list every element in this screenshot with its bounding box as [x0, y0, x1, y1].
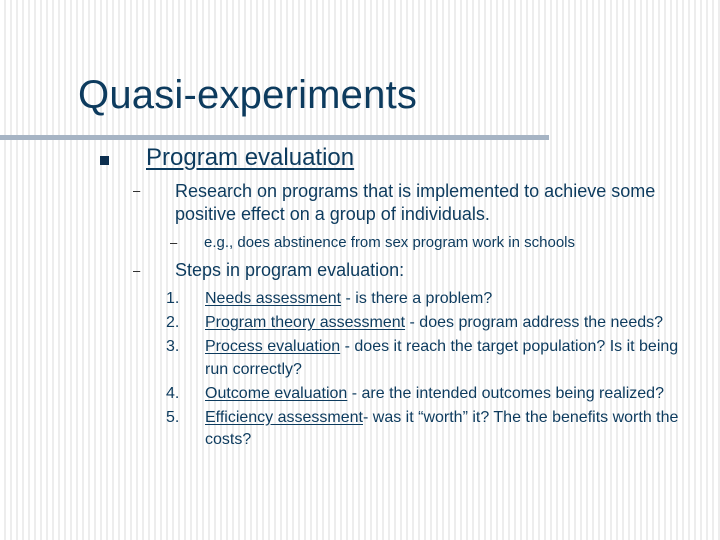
dash-bullet-icon: –	[170, 235, 178, 250]
step-description: - does program address the needs?	[405, 314, 664, 331]
step-description: - are the intended outcomes being realized?	[347, 384, 664, 402]
step-term: Needs assessment	[205, 290, 342, 307]
steps-list	[166, 288, 706, 453]
list-item	[166, 312, 706, 335]
list-item	[166, 288, 706, 311]
step-description: - was it “worth” it? The the benefits worth the costs?	[205, 408, 679, 448]
step-number: 1.	[166, 290, 180, 307]
dash-bullet-icon: –	[133, 183, 141, 198]
step-description: - is there a problem?	[341, 290, 493, 307]
step-term: Outcome evaluation	[205, 384, 348, 402]
example-text: e.g., does abstinence from sex program work in schools	[204, 234, 576, 251]
main-bullet-text: Program evaluation	[146, 144, 355, 171]
step-number: 4.	[166, 384, 180, 402]
step-number: 3.	[166, 338, 180, 355]
sub-bullet-steps-heading: Steps in program evaluation:	[175, 260, 405, 280]
square-bullet-icon	[100, 156, 109, 165]
step-number: 5.	[166, 408, 180, 426]
title-divider	[0, 135, 549, 140]
slide-title: Quasi-experiments	[78, 73, 418, 117]
list-item	[166, 336, 706, 381]
step-description: - does it reach the target population? Is it being run correctly?	[205, 338, 679, 378]
list-item	[166, 407, 706, 452]
list-item	[166, 383, 706, 406]
step-term: Program theory assessment	[205, 314, 406, 331]
sub-bullet-definition: Research on programs that is implemented to achieve some positive effect on a group of individuals.	[175, 181, 656, 224]
step-number: 2.	[166, 314, 180, 331]
dash-bullet-icon: –	[133, 263, 141, 278]
step-term: Efficiency assessment	[205, 408, 363, 426]
step-term: Process evaluation	[205, 338, 341, 355]
